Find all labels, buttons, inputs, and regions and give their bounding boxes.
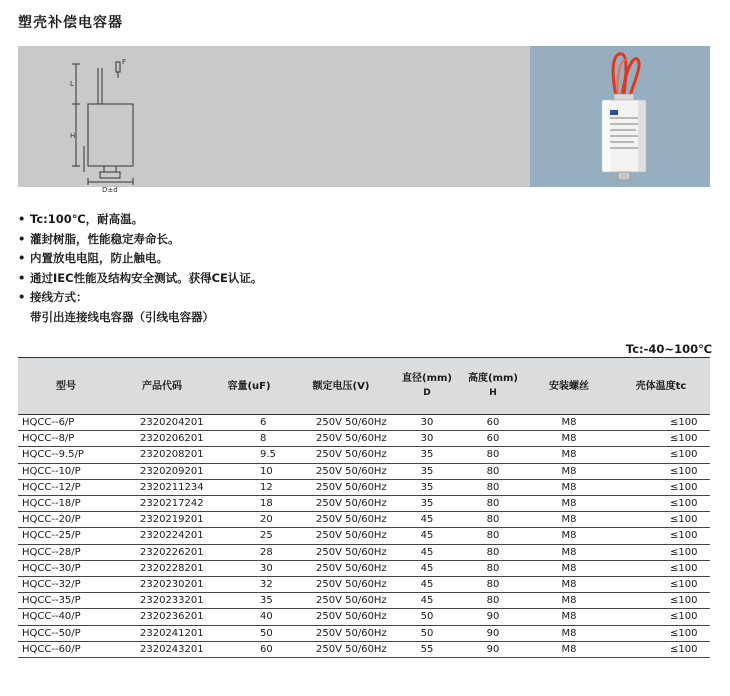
cell-code: 2320204201 [114,415,210,431]
capacitor-top [614,94,634,100]
cell-thread: M8 [526,463,612,479]
bullet-icon: • [18,270,26,285]
col-header-voltage: 额定电压(V) [288,358,394,415]
cell-model: HQCC--9.5/P [18,447,114,463]
cell-h: 80 [460,447,526,463]
dim-label-d: D±d [102,186,118,194]
table-row [18,463,710,479]
table-row [18,560,710,576]
cell-temp: ≤100 [612,593,710,609]
cell-cap: 25 [210,528,288,544]
cell-d: 45 [394,528,460,544]
cell-thread: M8 [526,641,612,657]
cell-model: HQCC--50/P [18,625,114,641]
table-row [18,431,710,447]
table-row [18,625,710,641]
table-header-row [18,358,710,415]
feature-item: • Tc:100℃，耐高温。 [18,210,262,230]
cell-h: 60 [460,415,526,431]
cell-thread: M8 [526,528,612,544]
col-header-height: 高度(mm) H [460,358,526,415]
cell-temp: ≤100 [612,415,710,431]
cell-cap: 6 [210,415,288,431]
cell-cap: 50 [210,625,288,641]
cell-cap: 8 [210,431,288,447]
cell-code: 2320219201 [114,512,210,528]
cell-temp: ≤100 [612,560,710,576]
feature-item: • 接线方式： [18,288,262,308]
cell-d: 35 [394,479,460,495]
cell-temp: ≤100 [612,512,710,528]
cell-d: 55 [394,641,460,657]
brand-logo-mark [610,110,618,115]
col-header-thread: 安装螺丝 [526,358,612,415]
dim-label-h: H [70,132,76,140]
temperature-range: Tc:-40~100℃ [625,342,712,356]
cell-volt: 250V 50/60Hz [288,560,394,576]
cell-volt: 250V 50/60Hz [288,544,394,560]
product-figure [18,46,710,194]
cell-volt: 250V 50/60Hz [288,479,394,495]
col-header-capacitance: 容量(uF) [210,358,288,415]
cell-d: 35 [394,496,460,512]
cell-cap: 32 [210,577,288,593]
table-row [18,479,710,495]
cell-model: HQCC--12/P [18,479,114,495]
cell-d: 45 [394,577,460,593]
cell-thread: M8 [526,593,612,609]
cell-model: HQCC--20/P [18,512,114,528]
cell-temp: ≤100 [612,479,710,495]
cell-temp: ≤100 [612,609,710,625]
table-row [18,512,710,528]
col-header-code: 产品代码 [114,358,210,415]
cell-d: 45 [394,593,460,609]
bullet-icon: • [18,231,26,246]
col-header-model: 型号 [18,358,114,415]
table-row [18,415,710,431]
cell-thread: M8 [526,512,612,528]
cell-model: HQCC--8/P [18,431,114,447]
cell-volt: 250V 50/60Hz [288,641,394,657]
feature-sub-item: 带引出连接线电容器（引线电容器） [30,309,214,324]
cell-volt: 250V 50/60Hz [288,447,394,463]
cell-temp: ≤100 [612,447,710,463]
cell-d: 35 [394,447,460,463]
table-row [18,447,710,463]
cell-model: HQCC--40/P [18,609,114,625]
cell-h: 80 [460,463,526,479]
table-row [18,496,710,512]
cell-thread: M8 [526,609,612,625]
cell-model: HQCC--28/P [18,544,114,560]
cell-volt: 250V 50/60Hz [288,496,394,512]
cell-cap: 9.5 [210,447,288,463]
screw-stud [104,166,116,172]
cell-temp: ≤100 [612,544,710,560]
cell-h: 60 [460,431,526,447]
cell-cap: 20 [210,512,288,528]
table-row [18,528,710,544]
cell-h: 80 [460,496,526,512]
cell-d: 45 [394,560,460,576]
cell-temp: ≤100 [612,463,710,479]
cell-d: 50 [394,609,460,625]
cell-thread: M8 [526,447,612,463]
cell-volt: 250V 50/60Hz [288,415,394,431]
cell-code: 2320209201 [114,463,210,479]
spec-table-body [18,415,710,658]
cell-cap: 30 [210,560,288,576]
capacitor-body-outline [88,104,133,166]
table-row [18,577,710,593]
cell-model: HQCC--35/P [18,593,114,609]
feature-item: • 内置放电电阻，防止触电。 [18,249,262,269]
cell-h: 80 [460,560,526,576]
cell-d: 45 [394,544,460,560]
capacitor-photo-svg [530,46,710,187]
cell-volt: 250V 50/60Hz [288,593,394,609]
cell-d: 35 [394,463,460,479]
cell-code: 2320211234 [114,479,210,495]
cell-code: 2320228201 [114,560,210,576]
feature-list [18,210,262,327]
cell-volt: 250V 50/60Hz [288,625,394,641]
cell-code: 2320226201 [114,544,210,560]
cell-volt: 250V 50/60Hz [288,431,394,447]
cell-model: HQCC--10/P [18,463,114,479]
cell-d: 30 [394,431,460,447]
cell-cap: 60 [210,641,288,657]
cell-cap: 28 [210,544,288,560]
product-photo [530,46,710,187]
lead-terminal [116,62,120,72]
cell-code: 2320230201 [114,577,210,593]
page-title: 塑壳补偿电容器 [18,15,123,31]
cell-temp: ≤100 [612,625,710,641]
cell-code: 2320206201 [114,431,210,447]
cell-thread: M8 [526,479,612,495]
cell-h: 90 [460,625,526,641]
cell-d: 30 [394,415,460,431]
cell-h: 90 [460,641,526,657]
cell-h: 90 [460,609,526,625]
cell-h: 80 [460,544,526,560]
cell-code: 2320217242 [114,496,210,512]
cell-h: 80 [460,528,526,544]
cell-model: HQCC--60/P [18,641,114,657]
cell-volt: 250V 50/60Hz [288,609,394,625]
cell-code: 2320243201 [114,641,210,657]
bullet-icon: • [18,290,26,304]
cell-volt: 250V 50/60Hz [288,512,394,528]
mounting-stud [618,172,630,180]
cell-model: HQCC--30/P [18,560,114,576]
dim-label-l: L [70,80,74,88]
cell-volt: 250V 50/60Hz [288,528,394,544]
cell-temp: ≤100 [612,496,710,512]
bullet-icon: • [18,251,26,265]
cell-h: 80 [460,577,526,593]
cell-temp: ≤100 [612,577,710,593]
cell-thread: M8 [526,577,612,593]
col-header-diameter: 直径(mm) D [394,358,460,415]
spec-table [18,357,710,658]
cell-thread: M8 [526,625,612,641]
cell-model: HQCC--32/P [18,577,114,593]
cell-model: HQCC--6/P [18,415,114,431]
cell-d: 50 [394,625,460,641]
cell-model: HQCC--18/P [18,496,114,512]
table-row [18,544,710,560]
cell-cap: 12 [210,479,288,495]
cell-thread: M8 [526,431,612,447]
cell-h: 80 [460,593,526,609]
cell-h: 80 [460,479,526,495]
cell-code: 2320241201 [114,625,210,641]
table-row [18,641,710,657]
dimension-drawing [18,46,530,194]
cell-d: 45 [394,512,460,528]
cell-volt: 250V 50/60Hz [288,577,394,593]
cell-h: 80 [460,512,526,528]
cell-thread: M8 [526,415,612,431]
cell-thread: M8 [526,544,612,560]
dimension-drawing-svg [18,46,530,194]
bullet-icon: • [18,212,26,226]
feature-item: • 灌封树脂，性能稳定寿命长。 [18,230,262,250]
cell-temp: ≤100 [612,641,710,657]
cell-code: 2320208201 [114,447,210,463]
cell-cap: 18 [210,496,288,512]
cell-code: 2320236201 [114,609,210,625]
cell-code: 2320233201 [114,593,210,609]
cell-temp: ≤100 [612,431,710,447]
table-row [18,593,710,609]
table-row [18,609,710,625]
col-header-case-temp: 壳体温度tc [612,358,710,415]
feature-item: • 通过IEC性能及结构安全测试。获得CE认证。 [18,269,262,289]
cell-cap: 10 [210,463,288,479]
cell-code: 2320224201 [114,528,210,544]
cell-thread: M8 [526,560,612,576]
cell-thread: M8 [526,496,612,512]
cell-cap: 35 [210,593,288,609]
cell-model: HQCC--25/P [18,528,114,544]
cell-temp: ≤100 [612,528,710,544]
dim-label-f: F [122,58,127,66]
cell-volt: 250V 50/60Hz [288,463,394,479]
cell-cap: 40 [210,609,288,625]
